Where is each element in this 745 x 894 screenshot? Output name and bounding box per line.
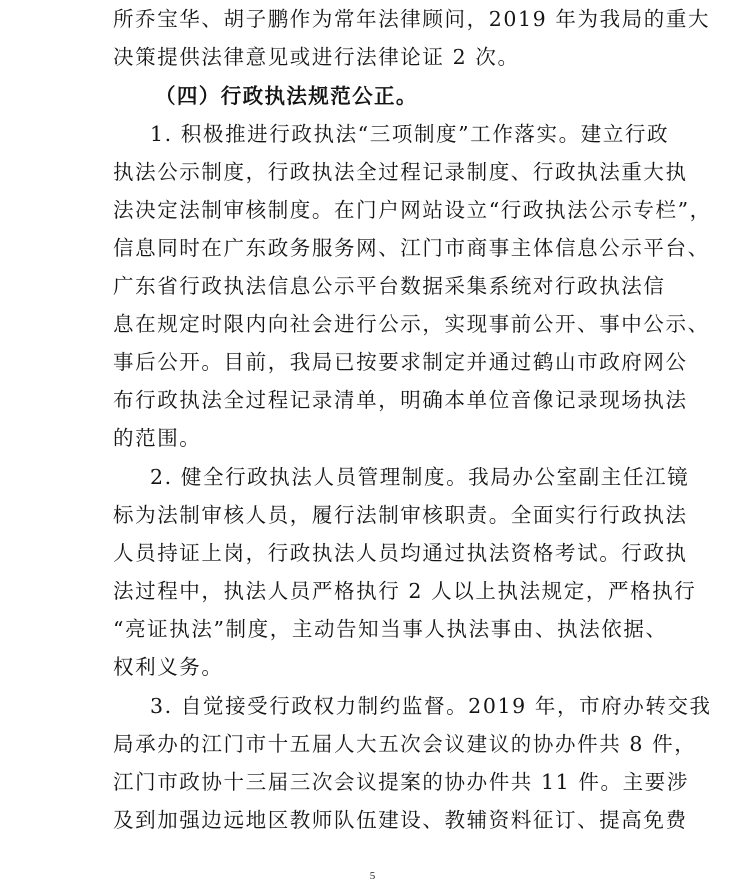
paragraph-line: 标为法制审核人员，履行法制审核职责。全面实行行政执法 (113, 503, 688, 527)
paragraph-line: 局承办的江门市十五届人大五次会议建议的协办件共 8 件， (113, 732, 697, 756)
page-number: 5 (369, 870, 376, 882)
paragraph-line: 广东省行政执法信息公示平台数据采集系统对行政执法信 (113, 274, 666, 298)
paragraph-line: 执法公示制度，行政执法全过程记录制度、行政执法重大执 (113, 160, 688, 184)
paragraph-line: 1. 积极推进行政执法“三项制度”工作落实。建立行政 (150, 122, 670, 146)
paragraph-line: 2. 健全行政执法人员管理制度。我局办公室副主任江镜 (150, 465, 690, 489)
paragraph-line: 布行政执法全过程记录清单，明确本单位音像记录现场执法 (113, 388, 688, 412)
section-heading: （四）行政执法规范公正。 (155, 84, 418, 108)
paragraph-line: 江门市政协十三届三次会议提案的协办件共 11 件。主要涉 (113, 770, 689, 794)
paragraph-line: 息在规定时限内向社会进行公示，实现事前公开、事中公示、 (113, 312, 710, 336)
paragraph-line: 的范围。 (113, 426, 202, 450)
paragraph-line: 事后公开。目前，我局已按要求制定并通过鹤山市政府网公 (113, 350, 688, 374)
paragraph-line: 决策提供法律意见或进行法律论证 2 次。 (113, 45, 520, 69)
paragraph-line: “亮证执法”制度，主动告知当事人执法事由、执法依据、 (113, 617, 668, 641)
paragraph-line: 人员持证上岗，行政执法人员均通过执法资格考试。行政执 (113, 541, 688, 565)
paragraph-line: 3. 自觉接受行政权力制约监督。2019 年，市府办转交我 (150, 694, 712, 718)
paragraph-line: 所乔宝华、胡子鹏作为常年法律顾问，2019 年为我局的重大 (113, 7, 711, 31)
paragraph-line: 法决定法制审核制度。在门户网站设立“行政执法公示专栏”， (113, 198, 712, 222)
paragraph-line: 法过程中，执法人员严格执行 2 人以上执法规定，严格执行 (113, 579, 697, 603)
paragraph-line: 权利义务。 (113, 655, 224, 679)
paragraph-line: 信息同时在广东政务服务网、江门市商事主体信息公示平台、 (113, 236, 710, 260)
paragraph-line: 及到加强边远地区教师队伍建设、教辅资料征订、提高免费 (113, 808, 688, 832)
